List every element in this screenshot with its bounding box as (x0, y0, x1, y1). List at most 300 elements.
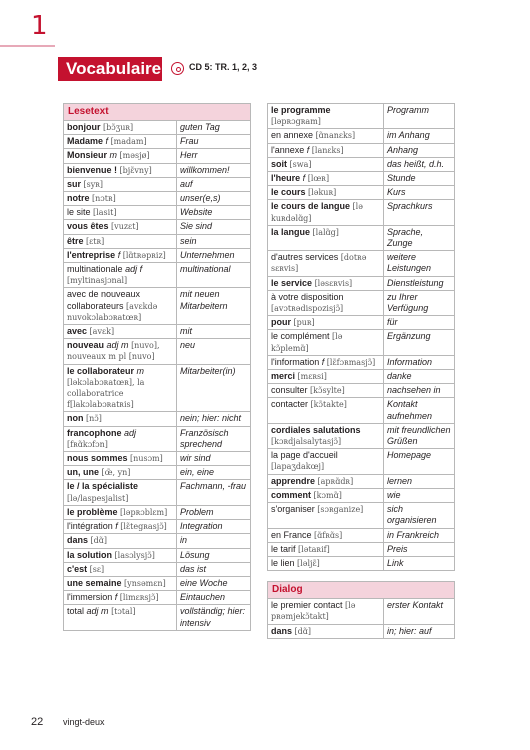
vocab-row (268, 158, 454, 172)
french-term-cell (268, 200, 384, 224)
french-word: la solution (67, 549, 112, 560)
german-translation: Preis (387, 543, 408, 554)
french-term-cell (64, 121, 177, 134)
french-word: avec (67, 326, 88, 337)
grammar-tag: m (136, 365, 145, 376)
french-word: à votre disposition (271, 291, 344, 302)
vocab-row (64, 178, 250, 192)
vocab-row (64, 288, 250, 325)
german-translation: mit (180, 326, 192, 337)
vocab-row (268, 291, 454, 316)
french-term-cell (64, 534, 177, 547)
french-word: l'entreprise (67, 249, 116, 260)
phonetic-transcription: [dɑ̃] (90, 536, 108, 546)
vocab-row (268, 370, 454, 384)
french-word: nous sommes (67, 453, 128, 464)
german-translation: das heißt, d.h. (387, 158, 445, 169)
vocab-row (64, 206, 250, 220)
vocab-row (268, 316, 454, 330)
french-term-cell (64, 249, 177, 262)
french-word: une semaine (67, 577, 122, 588)
phonetic-transcription: [avɛk] (89, 327, 115, 337)
french-word: soit (271, 158, 288, 169)
phonetic-transcription: [lə pʀəmjekɔ̃takt] (271, 601, 356, 622)
vocab-row (64, 220, 250, 234)
phonetic-transcription: [lanɛks] (311, 145, 344, 155)
vocab-table (63, 103, 251, 631)
french-word: en France (271, 529, 312, 540)
french-term-cell (64, 591, 177, 604)
vocab-row (268, 557, 454, 570)
vocab-row (64, 249, 250, 263)
vocab-row (268, 398, 454, 423)
phonetic-transcription: [ləljɛ̃] (297, 558, 320, 568)
french-word: d'autres services (271, 252, 339, 263)
vocab-column-right (267, 103, 455, 639)
french-word: l'intégration (67, 521, 113, 532)
vocab-row (268, 200, 454, 225)
german-translation: Frau (180, 136, 199, 147)
vocab-row (64, 149, 250, 163)
french-term-cell (268, 129, 384, 142)
french-word: le / la spécialiste (67, 481, 139, 492)
french-word: bienvenue ! (67, 164, 118, 175)
vocab-row (268, 529, 454, 543)
german-translation: Kontakt aufnehmen (387, 399, 433, 421)
page-number: 22 (31, 716, 44, 728)
german-translation: zu Ihrer Verfügung (387, 291, 429, 314)
german-translation: wir sind (180, 453, 211, 464)
french-word: le site (67, 207, 91, 218)
french-term-cell (268, 356, 384, 369)
german-translation: Herr (180, 150, 198, 161)
french-term-cell (268, 424, 384, 448)
french-word: pour (271, 317, 291, 328)
vocab-row (64, 466, 250, 480)
german-translation: in Frankreich (387, 529, 440, 540)
vocab-row (268, 625, 454, 638)
french-word: dans (271, 625, 293, 636)
french-term-cell (268, 475, 384, 488)
french-word: Monsieur (67, 150, 108, 161)
german-translation: danke (387, 371, 412, 382)
grammar-tag: adj f (125, 264, 143, 275)
phonetic-transcription: [nɔ̃] (86, 414, 102, 424)
french-word: multinationale (67, 264, 123, 275)
vocab-row (268, 543, 454, 557)
french-term-cell (64, 339, 177, 363)
german-translation: ein, eine (180, 467, 215, 478)
german-translation: wie (387, 489, 401, 500)
vocab-row (64, 235, 250, 249)
chapter-number: 1 (31, 11, 48, 41)
phonetic-transcription: [myltinasjɔnal] (67, 276, 128, 286)
german-translation: Lösung (180, 549, 210, 560)
vocab-row (268, 129, 454, 143)
french-word: le problème (67, 506, 118, 517)
german-translation: Kurs (387, 187, 406, 198)
french-term-cell (64, 452, 177, 465)
phonetic-transcription: [ɑ̃nanɛks] (315, 131, 356, 141)
vocab-row (64, 339, 250, 364)
german-translation: Fachmann, -frau (180, 481, 247, 492)
german-translation: erster Kontakt (387, 600, 444, 611)
phonetic-transcription: [lə kɔ̃plemɑ̃] (271, 332, 343, 353)
french-word: francophone (67, 427, 122, 438)
cd-icon (171, 62, 184, 75)
german-translation: das ist (180, 563, 207, 574)
phonetic-transcription: [lə/laspesjalist] (67, 493, 129, 503)
french-term-cell (64, 325, 177, 338)
french-word: l'information (271, 356, 320, 367)
french-term-cell (64, 164, 177, 177)
french-word: être (67, 235, 84, 246)
french-word: un, une (67, 467, 99, 478)
grammar-tag: f (321, 356, 325, 367)
german-translation: Information (387, 356, 433, 367)
french-word: cordiales salutations (271, 424, 361, 435)
vocab-row (64, 605, 250, 629)
phonetic-transcription: [lətaʀif] (298, 544, 330, 554)
phonetic-transcription: [limɛʀsjɔ̃] (119, 593, 159, 603)
german-translation: in; hier: auf (387, 625, 432, 636)
french-term-cell (268, 449, 384, 473)
vocab-row (268, 475, 454, 489)
french-term-cell (64, 412, 177, 425)
phonetic-transcription: [lɑ̃tʀəpʀiz] (122, 250, 166, 260)
german-translation: Ergänzung (387, 331, 431, 342)
phonetic-transcription: [puʀ] (293, 318, 315, 328)
french-term-cell (268, 316, 384, 329)
grammar-tag: m (109, 150, 118, 161)
phonetic-transcription: [madam] (110, 137, 147, 147)
german-translation: weitere Leistungen (387, 252, 432, 274)
french-term-cell (268, 599, 384, 623)
phonetic-transcription: [lapaʒdakœj] (271, 462, 325, 472)
phonetic-transcription: [vuzɛt] (111, 222, 139, 232)
vocab-row (268, 503, 454, 528)
german-translation: willkommen! (180, 164, 230, 175)
french-term-cell (268, 158, 384, 171)
german-translation: Link (387, 557, 404, 568)
phonetic-transcription: [ləkɔlabɔʀatœʀ], la collaboratrice f[lakɔlabɔʀatʀis] (67, 377, 145, 410)
vocab-table (267, 581, 455, 639)
vocab-row (64, 263, 250, 288)
vocab-row (64, 506, 250, 520)
french-term-cell (268, 251, 384, 275)
phonetic-transcription: [kɔmɑ̃] (313, 490, 342, 500)
french-word: comment (271, 489, 312, 500)
cd-track-label: CD 5: TR. 1, 2, 3 (189, 62, 258, 72)
grammar-tag: f (302, 173, 306, 184)
french-word: l'annexe (271, 144, 305, 155)
french-term-cell (64, 263, 177, 287)
german-translation: Französisch sprechend (180, 427, 229, 449)
french-word: consulter (271, 385, 308, 396)
vocab-row (64, 427, 250, 452)
french-term-cell (268, 226, 384, 250)
phonetic-transcription: [avɔtʀədispozisjɔ̃] (271, 304, 344, 314)
french-word: en annexe (271, 130, 314, 141)
phonetic-transcription: [sɔʀganize] (317, 505, 364, 515)
vocab-row (268, 424, 454, 449)
french-word: l'immersion (67, 592, 113, 603)
phonetic-transcription: [fʀɑ̃kɔfɔn] (67, 439, 108, 449)
french-word: bonjour (67, 122, 101, 132)
phonetic-transcription: [kɔ̃sylte] (310, 386, 345, 396)
vocab-row (64, 325, 250, 339)
vocab-row (64, 591, 250, 605)
french-word: l'heure (271, 173, 301, 184)
vocab-row (268, 186, 454, 200)
french-word: vous êtes (67, 221, 109, 232)
grammar-tag: f (115, 521, 118, 532)
phonetic-transcription: [nɔtʀ] (92, 194, 116, 204)
german-translation: Sie sind (180, 221, 213, 232)
french-word: Madame (67, 136, 104, 147)
french-word: notre (67, 193, 90, 204)
phonetic-transcription: [ləsɛʀvis] (314, 278, 353, 288)
phonetic-transcription: [dɑ̃] (294, 626, 312, 636)
vocab-row (268, 384, 454, 398)
french-term-cell (268, 144, 384, 157)
french-term-cell (64, 480, 177, 504)
phonetic-transcription: [ynsəmɛn] (124, 578, 166, 588)
phonetic-transcription: [lalɑ̃g] (312, 227, 339, 237)
german-translation: mit freundlichen Grüßen (387, 424, 451, 447)
page-number-words: vingt-deux (63, 717, 105, 727)
french-word: le tarif (271, 543, 296, 554)
german-translation: im Anhang (387, 130, 430, 141)
phonetic-transcription: [syʀ] (83, 179, 104, 189)
section-heading: Dialog (268, 582, 454, 599)
vocab-column-left (63, 103, 251, 631)
grammar-tag: adj m (86, 606, 109, 617)
phonetic-transcription: [avɛkdə nuvokɔlabɔʀatœʀ] (67, 301, 158, 322)
grammar-tag: f (114, 592, 118, 603)
french-word: sur (67, 178, 82, 189)
vocab-row (268, 599, 454, 624)
german-translation: nein; hier: nicht (180, 413, 242, 424)
french-term-cell (268, 398, 384, 422)
german-translation: in (180, 535, 188, 546)
page-title: Vocabulaire (58, 57, 162, 81)
vocab-row (64, 365, 250, 413)
grammar-tag: adj (124, 427, 137, 438)
french-term-cell (64, 506, 177, 519)
french-word: le programme (271, 105, 331, 115)
french-word: contacter (271, 399, 309, 410)
german-translation: lernen (387, 475, 413, 486)
german-translation: nachsehen in (387, 385, 441, 396)
french-word: nouveau (67, 340, 105, 351)
german-translation: sein (180, 235, 197, 246)
phonetic-transcription: [œ̃, yn] (101, 468, 131, 478)
vocab-row (64, 135, 250, 149)
grammar-tag: adj m (106, 340, 129, 351)
german-translation: auf (180, 178, 193, 189)
german-translation: Anhang (387, 144, 419, 155)
french-term-cell (268, 529, 384, 542)
phonetic-transcription: [kɔʀdjalsalytasjɔ̃] (271, 437, 342, 447)
german-translation: für (387, 317, 398, 328)
vocab-row (268, 104, 454, 129)
french-word: le service (271, 277, 313, 288)
vocab-row (64, 563, 250, 577)
french-term-cell (64, 206, 177, 219)
vocab-table (267, 103, 455, 571)
french-word: non (67, 413, 84, 424)
french-word: apprendre (271, 475, 316, 486)
french-word: le cours (271, 187, 306, 198)
phonetic-transcription: [nusɔm] (130, 454, 163, 464)
french-term-cell (64, 365, 177, 412)
french-term-cell (268, 277, 384, 290)
german-translation: sich organisieren (387, 504, 437, 526)
french-term-cell (64, 235, 177, 248)
phonetic-transcription: [apʀɑ̃dʀ] (317, 476, 354, 486)
french-word: le lien (271, 557, 295, 568)
vocab-row (64, 549, 250, 563)
phonetic-transcription: [lə kuʀdəlɑ̃g] (271, 202, 363, 223)
french-word: merci (271, 371, 296, 382)
vocab-row (64, 164, 250, 178)
phonetic-transcription: [ləpʀɔblɛm] (120, 507, 168, 517)
vocab-row (64, 192, 250, 206)
german-translation: Website (180, 207, 213, 218)
chapter-divider (0, 45, 55, 47)
french-word: la page d'accueil (271, 450, 338, 461)
french-word: avec de nouveaux collaborateurs (67, 289, 141, 311)
german-translation: neu (180, 340, 196, 351)
vocab-row (268, 356, 454, 370)
french-term-cell (64, 178, 177, 191)
phonetic-transcription: [lœʀ] (307, 174, 330, 184)
german-translation: unser(e,s) (180, 193, 221, 204)
vocab-row (268, 226, 454, 251)
french-term-cell (268, 489, 384, 502)
phonetic-transcription: [ɑ̃fʀɑ̃s] (314, 530, 343, 540)
german-translation: Stunde (387, 173, 416, 184)
french-term-cell (268, 186, 384, 199)
vocab-row (268, 144, 454, 158)
french-term-cell (64, 427, 177, 451)
french-word: dans (67, 535, 89, 546)
vocab-row (268, 449, 454, 474)
phonetic-transcription: [bjɛ̃vny] (119, 165, 152, 175)
french-term-cell (64, 563, 177, 576)
german-translation: mit neuen Mitarbeitern (180, 289, 228, 311)
german-translation: multinational (180, 264, 231, 275)
french-term-cell (64, 149, 177, 162)
french-term-cell (268, 503, 384, 527)
german-translation: Dienstleistung (387, 277, 444, 288)
french-term-cell (268, 384, 384, 397)
german-translation: Problem (180, 506, 214, 517)
french-term-cell (64, 549, 177, 562)
french-term-cell (268, 104, 384, 128)
vocab-row (64, 121, 250, 135)
phonetic-transcription: [lɛ̃fɔʀmasjɔ̃] (326, 357, 376, 367)
french-word: total (67, 606, 85, 617)
french-word: s'organiser (271, 504, 315, 515)
vocab-row (64, 534, 250, 548)
phonetic-transcription: [sɛ] (89, 564, 105, 574)
phonetic-transcription: [ləkuʀ] (308, 188, 337, 198)
phonetic-transcription: [nuvo], nouveaux m pl [nuvo] (67, 341, 160, 362)
vocab-row (64, 520, 250, 534)
french-term-cell (64, 288, 177, 324)
german-translation: Integration (180, 521, 223, 532)
french-term-cell (64, 577, 177, 590)
french-term-cell (268, 291, 384, 315)
french-word: le complément (271, 331, 330, 342)
vocab-row (64, 577, 250, 591)
vocab-row (268, 251, 454, 276)
french-word: c'est (67, 563, 88, 574)
french-term-cell (64, 605, 177, 629)
phonetic-transcription: [ləpʀɔgʀam] (271, 117, 321, 127)
german-translation: Programm (387, 105, 430, 115)
phonetic-transcription: [lɛ̃tegʀasjɔ̃] (120, 522, 167, 532)
french-term-cell (64, 466, 177, 479)
german-translation: Sprachkurs (387, 201, 433, 212)
german-translation: Sprache, Zunge (387, 226, 424, 249)
phonetic-transcription: [məsjø] (119, 151, 150, 161)
german-translation: guten Tag (180, 122, 220, 132)
grammar-tag: f (117, 249, 121, 260)
german-translation: Unternehmen (180, 249, 235, 260)
french-term-cell (268, 330, 384, 354)
phonetic-transcription: [kɔ̃takte] (310, 400, 347, 410)
vocab-row (268, 330, 454, 355)
french-word: le premier contact (271, 600, 343, 611)
french-term-cell (64, 135, 177, 148)
german-translation: Eintauchen (180, 592, 226, 603)
french-term-cell (64, 520, 177, 533)
vocab-row (268, 277, 454, 291)
german-translation: Homepage (387, 450, 432, 461)
vocab-row (268, 172, 454, 186)
phonetic-transcription: [swa] (289, 159, 312, 169)
german-translation: vollständig; hier: intensiv (180, 606, 246, 628)
french-term-cell (268, 172, 384, 185)
french-term-cell (268, 557, 384, 570)
vocab-row (64, 452, 250, 466)
phonetic-transcription: [bɔ̃ʒuʀ] (103, 123, 134, 132)
french-term-cell (64, 192, 177, 205)
german-translation: Mitarbeiter(in) (180, 365, 236, 376)
vocab-row (64, 412, 250, 426)
section-heading: Lesetext (64, 104, 250, 121)
french-term-cell (64, 220, 177, 233)
grammar-tag: f (105, 136, 109, 147)
french-term-cell (268, 370, 384, 383)
vocab-row (64, 480, 250, 505)
french-word: le collaborateur (67, 365, 135, 376)
grammar-tag: f (306, 144, 310, 155)
french-word: la langue (271, 226, 311, 237)
phonetic-transcription: [tɔtal] (111, 607, 136, 617)
german-translation: eine Woche (180, 577, 228, 588)
phonetic-transcription: [lasɔlysjɔ̃] (114, 550, 155, 560)
phonetic-transcription: [mɛʀsi] (297, 372, 327, 382)
french-term-cell (268, 625, 384, 638)
french-term-cell (268, 543, 384, 556)
phonetic-transcription: [dotʀə sɛʀvis] (271, 253, 367, 274)
french-word: le cours de langue (271, 201, 351, 212)
vocab-row (268, 489, 454, 503)
